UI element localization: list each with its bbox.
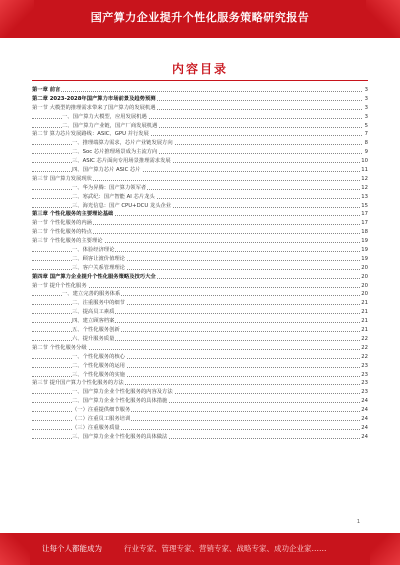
toc-entry-text: 第三节 个性化服务的主要理论 <box>32 238 103 245</box>
toc-entry-text: 第一章 前言 <box>32 87 61 93</box>
toc-entry-page: 19 <box>361 255 368 262</box>
toc-entry-page: 3 <box>364 104 368 111</box>
toc-entry-page: 7 <box>364 131 368 138</box>
toc-entry-page: 24 <box>361 415 368 422</box>
toc-entry-page: 21 <box>361 318 368 325</box>
toc-entry-page: 22 <box>361 344 368 351</box>
toc-entry-page: 18 <box>361 229 368 236</box>
toc-entry[interactable] <box>32 122 368 131</box>
toc-entry[interactable] <box>32 388 368 397</box>
toc-entry[interactable] <box>32 397 368 406</box>
toc-title: 内容目录 <box>171 62 228 76</box>
toc-entry[interactable] <box>32 371 368 380</box>
toc-entry-page: 3 <box>364 113 368 120</box>
toc-entry-text: 第三节 国产算力发展现状 <box>32 175 92 182</box>
toc-entry-text: 一、国产算力大模型，应用发展机遇 <box>62 113 147 120</box>
toc-entry-page: 24 <box>361 398 368 405</box>
toc-entry-page: 23 <box>361 389 368 396</box>
toc-entry-text: 二、国产算力企业个性化服务的具体措施 <box>72 398 168 405</box>
toc-entry-text: 三、ASIC 芯片面向专用场景推理需求发展 <box>72 158 171 165</box>
toc-entry-text: 一、建立完善的服务体系 <box>62 291 121 298</box>
toc-entry[interactable] <box>32 175 368 184</box>
toc-entry[interactable] <box>32 104 368 113</box>
toc-entry[interactable] <box>32 326 368 335</box>
toc-entry-page: 9 <box>364 149 368 156</box>
toc-divider <box>32 80 368 81</box>
toc-entry-page: 19 <box>361 238 368 245</box>
toc-entry[interactable] <box>32 228 368 237</box>
toc-entry-page: 17 <box>361 211 368 218</box>
toc-entry-text: 一、国产算力企业个性化服务的内容及方法 <box>72 389 173 396</box>
toc-entry-text: 第一节 大模型的推理需求带来了国产算力的发展机遇 <box>32 104 156 111</box>
toc-entry-page: 23 <box>361 371 368 378</box>
toc-entry-text: （三）注重服务质量 <box>72 424 120 431</box>
toc-entry-text: 第一节 提升个性化服务 <box>32 282 87 289</box>
toc-entry[interactable] <box>32 255 368 264</box>
toc-entry-text: 四、国产算力芯片 ASIC 芯片 <box>72 167 141 174</box>
toc-entry-page: 12 <box>361 184 368 191</box>
toc-entry[interactable] <box>32 317 368 326</box>
toc-entry-text: 第四章 国产算力企业提升个性化服务策略及技巧大全 <box>32 273 156 280</box>
toc-entry[interactable] <box>32 415 368 424</box>
toc-entry-text: 三、海光信息：国产 CPU+DCU 龙头企业 <box>72 202 172 209</box>
toc-entry-page: 15 <box>361 202 368 209</box>
toc-entry[interactable] <box>32 273 368 282</box>
toc-entry-text: 第一节 个性化服务的内涵 <box>32 220 92 227</box>
header-banner <box>0 0 400 38</box>
toc-entry-page: 13 <box>361 193 368 200</box>
table-of-contents <box>32 86 368 442</box>
toc-entry-text: 三、个性化服务的实施 <box>72 371 125 378</box>
toc-entry[interactable] <box>32 290 368 299</box>
toc-entry-page: 21 <box>361 327 368 334</box>
toc-entry-page: 11 <box>361 167 368 174</box>
toc-entry-text: 二、顾客让渡价值理论 <box>72 255 125 262</box>
toc-entry-page: 24 <box>361 407 368 414</box>
footer-decoration <box>0 533 30 565</box>
toc-entry[interactable] <box>32 86 368 95</box>
dot-leader <box>32 91 362 92</box>
toc-entry[interactable] <box>32 246 368 255</box>
toc-entry-text: （二）注重员工服务培训 <box>72 415 131 422</box>
toc-entry[interactable] <box>32 282 368 291</box>
toc-entry-text: 第二节 个性化服务的特点 <box>32 229 92 236</box>
toc-entry-text: 三、提高员工素质 <box>72 309 115 316</box>
toc-entry[interactable] <box>32 130 368 139</box>
toc-entry-text: 二、注重服务中的细节 <box>72 300 125 307</box>
toc-entry[interactable] <box>32 379 368 388</box>
toc-entry-page: 5 <box>364 122 368 129</box>
toc-entry-text: 第三章 个性化服务的主要理论基础 <box>32 211 114 218</box>
toc-entry[interactable] <box>32 219 368 228</box>
report-title: 国产算力企业提升个性化服务策略研究报告 <box>90 11 310 24</box>
toc-entry[interactable] <box>32 157 368 166</box>
toc-entry-page: 19 <box>361 247 368 254</box>
toc-entry-page: 12 <box>361 175 368 182</box>
toc-entry[interactable] <box>32 433 368 442</box>
footer-decoration <box>370 533 400 565</box>
toc-entry[interactable] <box>32 237 368 246</box>
toc-entry[interactable] <box>32 184 368 193</box>
toc-entry-text: 第二节 个性化服务分级 <box>32 344 87 351</box>
toc-entry-text: 三、国产算力企业个性化服务的具体做法 <box>72 433 168 440</box>
toc-entry-page: 23 <box>361 362 368 369</box>
toc-entry[interactable] <box>32 95 368 104</box>
toc-entry[interactable] <box>32 202 368 211</box>
toc-entry-page: 3 <box>364 95 368 102</box>
toc-entry-text: 第三节 提升国产算力个性化服务的方法 <box>32 380 124 387</box>
toc-entry-text: 二、Soc 芯片推理场景成为主流方向 <box>72 149 158 156</box>
toc-entry-text: 一、推理端算力需求，芯片产业链发展方向 <box>72 140 173 147</box>
toc-entry-text: 五、个性化服务创新 <box>72 327 120 334</box>
toc-entry-page: 22 <box>361 335 368 342</box>
toc-entry-page: 22 <box>361 353 368 360</box>
toc-entry-text: 二、寒武纪：国产智能 AI 芯片龙头 <box>72 193 155 200</box>
toc-entry-page: 21 <box>361 300 368 307</box>
toc-entry-page: 20 <box>361 264 368 271</box>
footer-banner <box>0 533 400 565</box>
toc-entry-page: 24 <box>361 433 368 440</box>
header-decoration <box>366 0 400 38</box>
toc-entry-page: 24 <box>361 424 368 431</box>
toc-entry-page: 20 <box>361 273 368 280</box>
toc-entry[interactable] <box>32 362 368 371</box>
toc-entry[interactable] <box>32 344 368 353</box>
toc-entry-text: 一、个性化服务的核心 <box>72 353 125 360</box>
toc-entry[interactable] <box>32 148 368 157</box>
toc-entry[interactable] <box>32 193 368 202</box>
page-number: 1 <box>356 519 360 525</box>
toc-entry-page: 10 <box>361 158 368 165</box>
toc-entry-page: 17 <box>361 220 368 227</box>
toc-entry-text: 第二节 算力芯片发展路线：ASIC、GPU 并行发展 <box>32 131 149 138</box>
toc-entry[interactable] <box>32 139 368 148</box>
toc-entry-text: 二、国产算力产业链，国产厂商发展机遇 <box>62 122 158 129</box>
toc-entry[interactable] <box>32 335 368 344</box>
footer-slogan: 让每个人都能成为 <box>42 544 102 553</box>
toc-entry-text: 一、华为昇腾：国产算力领军者 <box>72 184 147 191</box>
toc-entry[interactable] <box>32 406 368 415</box>
toc-entry[interactable] <box>32 308 368 317</box>
toc-entry[interactable] <box>32 299 368 308</box>
toc-entry-page: 3 <box>364 87 368 93</box>
toc-entry[interactable] <box>32 210 368 219</box>
toc-entry-text: 二、个性化服务的运用 <box>72 362 125 369</box>
toc-entry-page: 20 <box>361 291 368 298</box>
toc-entry[interactable] <box>32 424 368 433</box>
toc-entry-page: 20 <box>361 282 368 289</box>
toc-entry-page: 23 <box>361 380 368 387</box>
toc-entry-page: 21 <box>361 309 368 316</box>
toc-entry[interactable] <box>32 264 368 273</box>
toc-entry[interactable] <box>32 166 368 175</box>
footer-roles: 行业专家、管理专家、营销专家、战略专家、成功企业家…… <box>124 544 327 553</box>
toc-entry-text: 三、客户关系管理理论 <box>72 264 125 271</box>
toc-entry-text: 一、体验经济理论 <box>72 247 115 254</box>
toc-entry[interactable] <box>32 353 368 362</box>
toc-entry[interactable] <box>32 113 368 122</box>
toc-entry-page: 8 <box>364 140 368 147</box>
toc-entry-text: 四、建立顾客档案 <box>72 318 115 325</box>
toc-entry-text: 六、提升服务质量 <box>72 335 115 342</box>
toc-entry-text: 第二章 2023-2028年国产算力市场前景及趋势预测 <box>32 95 156 102</box>
toc-entry-text: （一）注重提供细节服务 <box>72 407 131 414</box>
